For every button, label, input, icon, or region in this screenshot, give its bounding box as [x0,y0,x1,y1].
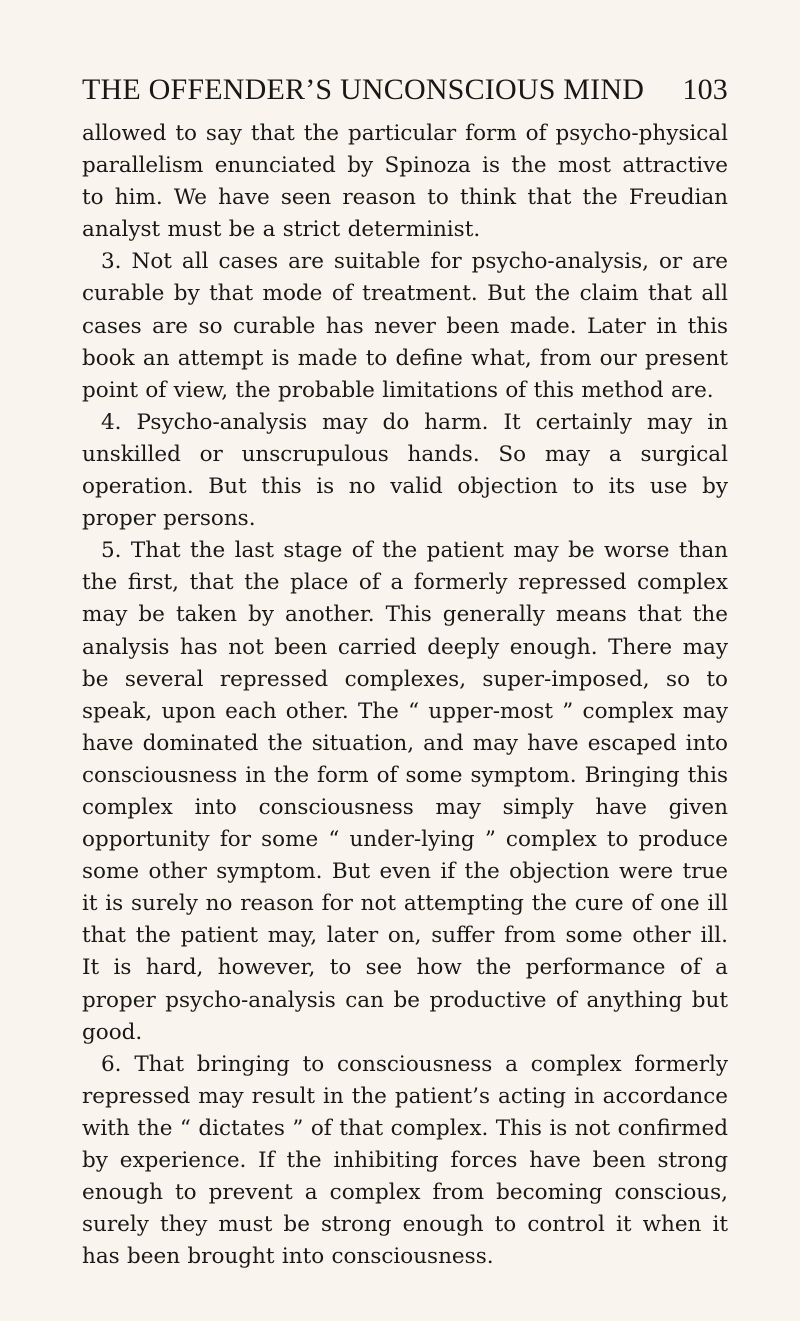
paragraph-point-4: 4. Psycho-analysis may do harm. It certainly may in unskilled or unscrupulous hands. So may a surgical operation. But this is no valid objection to its use by proper persons. [82,409,728,532]
paragraph-point-3: 3. Not all cases are suitable for psycho-analysis, or are curable by that mode of treatment. But the claim that all cases are so curable has never been made. Later in this book an attempt is made to define what, from our present point of view, the probable limitations of this method are. [82,249,728,403]
paragraph-point-6: 6. That bringing to consciousness a complex formerly repressed may result in the patient’s acting in accordance with the “ dictates ” of that complex. This is not confirmed by experience. If the inhibiting forces have been strong enough to prevent a complex from becoming conscious, surely they must be strong enough to control it when it has been brought into consciousness. [82,1051,728,1270]
running-head [82,72,728,108]
running-title: THE OFFENDER’S UNCONSCIOUS MIND [82,73,645,106]
page-number: 103 [682,73,728,106]
paragraph-continued: allowed to say that the particular form of psycho-physical parallelism enunciated by Spinoza is the most attractive to him. We have seen reason to think that the Freudian analyst must be a strict determinist. [82,121,728,243]
body-text [82,118,728,1273]
paragraph-point-5: 5. That the last stage of the patient may be worse than the first, that the place of a formerly repressed complex may be taken by another. This generally means that the analysis has not been carried deeply enough. There may be several repressed complexes, super-imposed, so to speak, upon each other. The “ upper-most ” complex may have dominated the situation, and may have escaped into consciousness in the form of some symptom. Bringing this complex into consciousness may simply have given opportunity for some “ under-lying ” complex to produce some other symptom. But even if the objection were true it is surely no reason for not attempting the cure of one ill that the patient may, later on, suffer from some other ill. It is hard, however, to see how the performance of a proper psycho-analysis can be productive of anything but good. [82,538,728,1045]
